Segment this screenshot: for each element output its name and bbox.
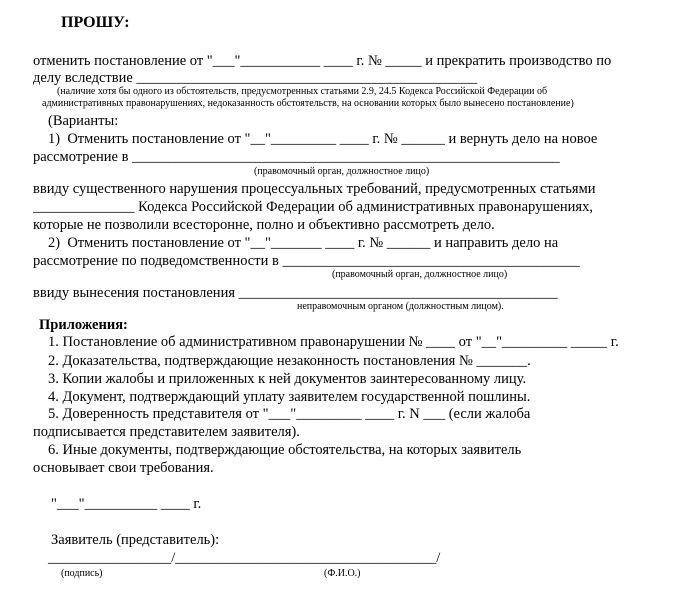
- variant1-line-5: которые не позволили всесторонне, полно и объективно рассмотреть дело.: [33, 217, 495, 233]
- attachment-6-line-1: 6. Иные документы, подтверждающие обстоятельства, на которых заявитель: [48, 442, 522, 458]
- doc-title: ПРОШУ:: [61, 14, 130, 31]
- variant1-line-1: 1) Отменить постановление от "__"_________ ____ г. № ______ и вернуть дело на новое: [48, 131, 598, 147]
- attachment-5-line-1: 5. Доверенность представителя от "___"_________ ____ г. N ___ (если жалоба: [48, 406, 531, 422]
- variant2-line-2: рассмотрение по подведомственности в _________________________________________: [33, 253, 580, 269]
- variant1-line-3: ввиду существенного нарушения процессуальных требований, предусмотренных статьями: [33, 181, 596, 197]
- fio-label: (Ф.И.О.): [324, 568, 361, 579]
- attachments-title: Приложения:: [39, 317, 128, 333]
- attachment-1: 1. Постановление об административном правонарушении № ____ от "__"_________ _____ г.: [48, 334, 619, 350]
- variant1-note: (правомочный орган, должностное лицо): [254, 166, 430, 177]
- attachment-5-line-2: подписывается представителем заявителя).: [33, 424, 300, 440]
- variant2-line-1: 2) Отменить постановление от "__"_______ ____ г. № ______ и направить дело на: [48, 235, 559, 251]
- request-line-1: отменить постановление от "___"___________ ____ г. № _____ и прекратить производство по: [33, 53, 612, 69]
- variant2-line-3: ввиду вынесения постановления ____________________________________________: [33, 285, 558, 301]
- attachment-6-line-2: основывает свои требования.: [33, 460, 214, 476]
- request-note-2: административных правонарушениях, недоказанность обстоятельств, на основании которых было вынесено постановление): [42, 98, 574, 109]
- applicant-label: Заявитель (представитель):: [51, 532, 220, 548]
- date-line: "___"__________ ____ г.: [51, 496, 202, 512]
- attachment-2: 2. Доказательства, подтверждающие незаконность постановления № _______.: [48, 353, 531, 369]
- variant1-line-2: рассмотрение в ___________________________________________________________: [33, 149, 560, 165]
- signature-label: (подпись): [61, 568, 103, 579]
- signature-line: _________________/____________________________________/: [48, 550, 441, 566]
- variants-heading: (Варианты:: [48, 113, 119, 129]
- variant2-note: (правомочный орган, должностное лицо): [332, 269, 508, 280]
- variant1-line-4: ______________ Кодекса Российской Федерации об административных правонарушениях,: [33, 199, 593, 215]
- attachment-4: 4. Документ, подтверждающий уплату заявителем государственной пошлины.: [48, 389, 531, 405]
- request-note-1: (наличие хотя бы одного из обстоятельств, предусмотренных статьями 2.9, 24.5 Кодекса Российской Федерации об: [57, 86, 548, 97]
- attachment-3: 3. Копии жалобы и приложенных к ней документов заинтересованному лицу.: [48, 371, 527, 387]
- variant2-note-2: неправомочным органом (должностным лицом).: [297, 301, 504, 312]
- request-line-2: делу вследствие _______________________________________________: [33, 70, 478, 86]
